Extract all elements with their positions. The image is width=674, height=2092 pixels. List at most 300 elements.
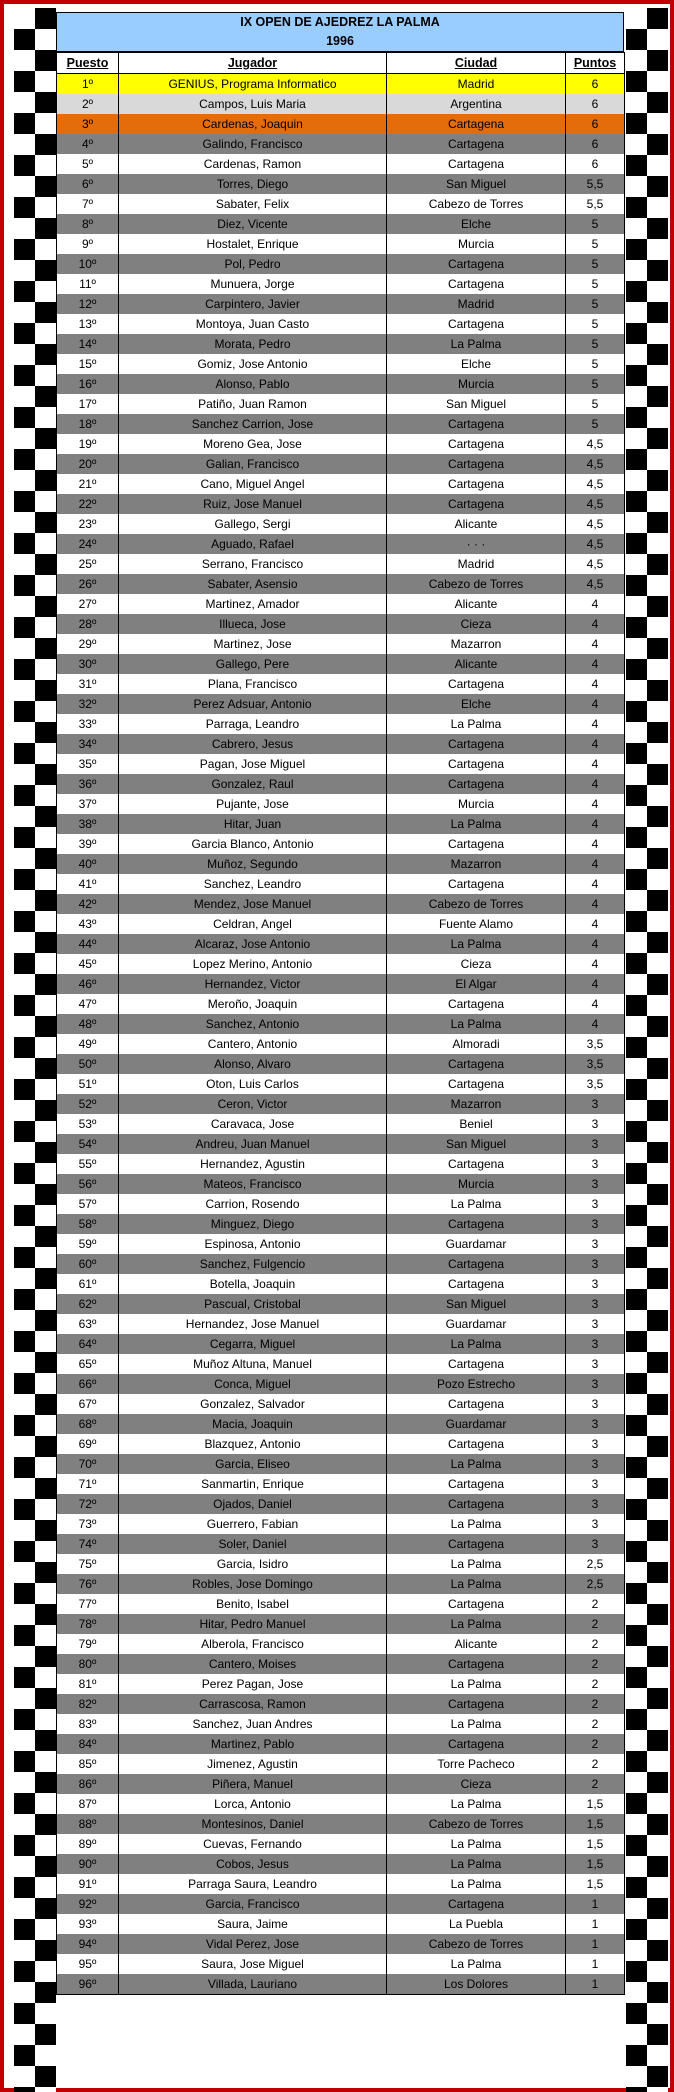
cell-puntos: 4 bbox=[566, 834, 625, 854]
cell-ciudad: Torre Pacheco bbox=[387, 1754, 566, 1774]
cell-jugador: Gonzalez, Salvador bbox=[119, 1394, 387, 1414]
table-row bbox=[57, 1874, 625, 1894]
cell-jugador: Garcia, Francisco bbox=[119, 1894, 387, 1914]
table-row bbox=[57, 154, 625, 174]
table-row bbox=[57, 534, 625, 554]
cell-puesto: 93º bbox=[57, 1914, 119, 1934]
cell-puesto: 17º bbox=[57, 394, 119, 414]
cell-ciudad: Cieza bbox=[387, 954, 566, 974]
cell-puntos: 1,5 bbox=[566, 1834, 625, 1854]
cell-ciudad: Murcia bbox=[387, 374, 566, 394]
cell-ciudad: Cabezo de Torres bbox=[387, 1814, 566, 1834]
cell-jugador: Galian, Francisco bbox=[119, 454, 387, 474]
cell-jugador: Villada, Lauriano bbox=[119, 1974, 387, 1995]
table-row bbox=[57, 1094, 625, 1114]
cell-puesto: 26º bbox=[57, 574, 119, 594]
table-row bbox=[57, 334, 625, 354]
cell-puntos: 5 bbox=[566, 234, 625, 254]
cell-jugador: Hernandez, Jose Manuel bbox=[119, 1314, 387, 1334]
cell-puntos: 3,5 bbox=[566, 1054, 625, 1074]
cell-puesto: 76º bbox=[57, 1574, 119, 1594]
col-header-puesto: Puesto bbox=[57, 53, 119, 74]
cell-puntos: 3 bbox=[566, 1154, 625, 1174]
table-row bbox=[57, 854, 625, 874]
cell-puntos: 3 bbox=[566, 1254, 625, 1274]
cell-jugador: Mateos, Francisco bbox=[119, 1174, 387, 1194]
cell-puesto: 11º bbox=[57, 274, 119, 294]
cell-jugador: Moreno Gea, Jose bbox=[119, 434, 387, 454]
cell-jugador: Illueca, Jose bbox=[119, 614, 387, 634]
table-row bbox=[57, 194, 625, 214]
cell-jugador: Mendez, Jose Manuel bbox=[119, 894, 387, 914]
cell-puntos: 4 bbox=[566, 714, 625, 734]
cell-puesto: 96º bbox=[57, 1974, 119, 1995]
cell-puntos: 5 bbox=[566, 254, 625, 274]
table-row bbox=[57, 1074, 625, 1094]
cell-puntos: 4 bbox=[566, 634, 625, 654]
cell-puesto: 14º bbox=[57, 334, 119, 354]
cell-puesto: 94º bbox=[57, 1934, 119, 1954]
cell-puesto: 65º bbox=[57, 1354, 119, 1374]
cell-jugador: Pagan, Jose Miguel bbox=[119, 754, 387, 774]
cell-puesto: 59º bbox=[57, 1234, 119, 1254]
col-header-jugador: Jugador bbox=[119, 53, 387, 74]
cell-ciudad: Guardamar bbox=[387, 1234, 566, 1254]
cell-jugador: Alcaraz, Jose Antonio bbox=[119, 934, 387, 954]
cell-puesto: 31º bbox=[57, 674, 119, 694]
cell-jugador: Pol, Pedro bbox=[119, 254, 387, 274]
cell-ciudad: La Palma bbox=[387, 1794, 566, 1814]
cell-jugador: Sabater, Asensio bbox=[119, 574, 387, 594]
cell-puesto: 89º bbox=[57, 1834, 119, 1854]
cell-puntos: 3 bbox=[566, 1114, 625, 1134]
table-row bbox=[57, 1794, 625, 1814]
cell-puntos: 1,5 bbox=[566, 1814, 625, 1834]
cell-puntos: 1,5 bbox=[566, 1794, 625, 1814]
table-row bbox=[57, 234, 625, 254]
cell-puntos: 4 bbox=[566, 734, 625, 754]
cell-ciudad: Cartagena bbox=[387, 154, 566, 174]
cell-puesto: 70º bbox=[57, 1454, 119, 1474]
table-row bbox=[57, 1954, 625, 1974]
cell-jugador: Cobos, Jesus bbox=[119, 1854, 387, 1874]
cell-jugador: Morata, Pedro bbox=[119, 334, 387, 354]
cell-jugador: Aguado, Rafael bbox=[119, 534, 387, 554]
cell-ciudad: Cartagena bbox=[387, 1534, 566, 1554]
cell-ciudad: Murcia bbox=[387, 1174, 566, 1194]
chessboard-border-right bbox=[626, 8, 668, 2092]
cell-ciudad: Cartagena bbox=[387, 434, 566, 454]
cell-ciudad: Almoradi bbox=[387, 1034, 566, 1054]
cell-jugador: Benito, Isabel bbox=[119, 1594, 387, 1614]
cell-jugador: Blazquez, Antonio bbox=[119, 1434, 387, 1454]
cell-puesto: 37º bbox=[57, 794, 119, 814]
table-row bbox=[57, 974, 625, 994]
table-row bbox=[57, 794, 625, 814]
table-row bbox=[57, 654, 625, 674]
cell-jugador: Gomiz, Jose Antonio bbox=[119, 354, 387, 374]
table-row bbox=[57, 74, 625, 95]
cell-jugador: Botella, Joaquin bbox=[119, 1274, 387, 1294]
cell-ciudad: Argentina bbox=[387, 94, 566, 114]
table-row bbox=[57, 1534, 625, 1554]
cell-puntos: 3 bbox=[566, 1394, 625, 1414]
cell-puntos: 4,5 bbox=[566, 494, 625, 514]
cell-ciudad: La Palma bbox=[387, 1014, 566, 1034]
cell-ciudad: Madrid bbox=[387, 74, 566, 95]
cell-ciudad: Cartagena bbox=[387, 254, 566, 274]
cell-puesto: 78º bbox=[57, 1614, 119, 1634]
table-row bbox=[57, 1854, 625, 1874]
cell-ciudad: Fuente Alamo bbox=[387, 914, 566, 934]
cell-puesto: 22º bbox=[57, 494, 119, 514]
cell-puesto: 63º bbox=[57, 1314, 119, 1334]
cell-puesto: 15º bbox=[57, 354, 119, 374]
cell-ciudad: Cartagena bbox=[387, 1254, 566, 1274]
cell-puesto: 42º bbox=[57, 894, 119, 914]
cell-jugador: Plana, Francisco bbox=[119, 674, 387, 694]
cell-puesto: 53º bbox=[57, 1114, 119, 1134]
table-row bbox=[57, 1594, 625, 1614]
cell-jugador: Montesinos, Daniel bbox=[119, 1814, 387, 1834]
cell-ciudad: La Palma bbox=[387, 1334, 566, 1354]
table-row bbox=[57, 894, 625, 914]
cell-puntos: 1,5 bbox=[566, 1874, 625, 1894]
table-row bbox=[57, 694, 625, 714]
cell-ciudad: Alicante bbox=[387, 654, 566, 674]
table-row bbox=[57, 1134, 625, 1154]
cell-puntos: 2,5 bbox=[566, 1574, 625, 1594]
table-row bbox=[57, 1734, 625, 1754]
cell-puntos: 4 bbox=[566, 1014, 625, 1034]
cell-jugador: Hostalet, Enrique bbox=[119, 234, 387, 254]
tournament-year: 1996 bbox=[326, 34, 354, 48]
table-row bbox=[57, 774, 625, 794]
cell-puesto: 90º bbox=[57, 1854, 119, 1874]
cell-ciudad: San Miguel bbox=[387, 174, 566, 194]
table-row bbox=[57, 1014, 625, 1034]
cell-jugador: Guerrero, Fabian bbox=[119, 1514, 387, 1534]
table-row bbox=[57, 1754, 625, 1774]
table-row bbox=[57, 814, 625, 834]
cell-puesto: 67º bbox=[57, 1394, 119, 1414]
cell-ciudad: Cartagena bbox=[387, 314, 566, 334]
cell-puntos: 3 bbox=[566, 1494, 625, 1514]
cell-ciudad: Cartagena bbox=[387, 1894, 566, 1914]
cell-jugador: Ruiz, Jose Manuel bbox=[119, 494, 387, 514]
cell-puntos: 2 bbox=[566, 1594, 625, 1614]
table-row bbox=[57, 1834, 625, 1854]
cell-puesto: 49º bbox=[57, 1034, 119, 1054]
table-row bbox=[57, 414, 625, 434]
cell-puntos: 3 bbox=[566, 1414, 625, 1434]
cell-puntos: 3 bbox=[566, 1174, 625, 1194]
cell-puntos: 2 bbox=[566, 1654, 625, 1674]
cell-puesto: 41º bbox=[57, 874, 119, 894]
col-header-ciudad: Ciudad bbox=[387, 53, 566, 74]
cell-puntos: 5 bbox=[566, 374, 625, 394]
cell-puntos: 4,5 bbox=[566, 514, 625, 534]
cell-puntos: 4 bbox=[566, 994, 625, 1014]
cell-puntos: 4 bbox=[566, 874, 625, 894]
cell-ciudad: La Palma bbox=[387, 334, 566, 354]
cell-puesto: 56º bbox=[57, 1174, 119, 1194]
cell-jugador: Parraga Saura, Leandro bbox=[119, 1874, 387, 1894]
cell-jugador: Campos, Luis Maria bbox=[119, 94, 387, 114]
cell-puesto: 20º bbox=[57, 454, 119, 474]
cell-puesto: 10º bbox=[57, 254, 119, 274]
cell-puesto: 61º bbox=[57, 1274, 119, 1294]
table-row bbox=[57, 914, 625, 934]
cell-puntos: 5 bbox=[566, 294, 625, 314]
table-row bbox=[57, 1614, 625, 1634]
table-row bbox=[57, 1914, 625, 1934]
table-row bbox=[57, 714, 625, 734]
col-header-puntos: Puntos bbox=[566, 53, 625, 74]
cell-ciudad: Cartagena bbox=[387, 774, 566, 794]
cell-puntos: 3 bbox=[566, 1454, 625, 1474]
cell-puesto: 3º bbox=[57, 114, 119, 134]
cell-jugador: Sanchez, Fulgencio bbox=[119, 1254, 387, 1274]
cell-puesto: 52º bbox=[57, 1094, 119, 1114]
cell-puntos: 4,5 bbox=[566, 574, 625, 594]
cell-puntos: 3 bbox=[566, 1294, 625, 1314]
table-row bbox=[57, 474, 625, 494]
cell-ciudad: Cabezo de Torres bbox=[387, 1934, 566, 1954]
cell-puesto: 87º bbox=[57, 1794, 119, 1814]
cell-puntos: 2 bbox=[566, 1774, 625, 1794]
cell-ciudad: Cartagena bbox=[387, 1154, 566, 1174]
results-sheet bbox=[56, 12, 624, 1995]
cell-puntos: 3 bbox=[566, 1434, 625, 1454]
cell-puesto: 29º bbox=[57, 634, 119, 654]
cell-ciudad: Cieza bbox=[387, 1774, 566, 1794]
cell-puntos: 4,5 bbox=[566, 474, 625, 494]
table-row bbox=[57, 1354, 625, 1374]
cell-puntos: 2 bbox=[566, 1674, 625, 1694]
cell-ciudad: Elche bbox=[387, 354, 566, 374]
cell-jugador: Diez, Vicente bbox=[119, 214, 387, 234]
cell-jugador: Andreu, Juan Manuel bbox=[119, 1134, 387, 1154]
cell-puntos: 3 bbox=[566, 1534, 625, 1554]
cell-puesto: 18º bbox=[57, 414, 119, 434]
cell-puntos: 4,5 bbox=[566, 434, 625, 454]
cell-puesto: 77º bbox=[57, 1594, 119, 1614]
cell-puesto: 85º bbox=[57, 1754, 119, 1774]
cell-ciudad: Elche bbox=[387, 694, 566, 714]
cell-ciudad: Cartagena bbox=[387, 1274, 566, 1294]
table-row bbox=[57, 1814, 625, 1834]
cell-puntos: 1 bbox=[566, 1914, 625, 1934]
cell-puesto: 21º bbox=[57, 474, 119, 494]
cell-puesto: 82º bbox=[57, 1694, 119, 1714]
cell-jugador: Hernandez, Victor bbox=[119, 974, 387, 994]
table-row bbox=[57, 634, 625, 654]
cell-puesto: 36º bbox=[57, 774, 119, 794]
cell-puesto: 7º bbox=[57, 194, 119, 214]
cell-puesto: 73º bbox=[57, 1514, 119, 1534]
table-row bbox=[57, 1494, 625, 1514]
cell-ciudad: La Palma bbox=[387, 714, 566, 734]
cell-puesto: 38º bbox=[57, 814, 119, 834]
table-row bbox=[57, 594, 625, 614]
cell-jugador: Oton, Luis Carlos bbox=[119, 1074, 387, 1094]
table-row bbox=[57, 1054, 625, 1074]
cell-puntos: 1 bbox=[566, 1894, 625, 1914]
cell-puesto: 6º bbox=[57, 174, 119, 194]
cell-ciudad: Cartagena bbox=[387, 1694, 566, 1714]
cell-jugador: Gallego, Sergi bbox=[119, 514, 387, 534]
cell-ciudad: La Palma bbox=[387, 1874, 566, 1894]
cell-puntos: 4 bbox=[566, 654, 625, 674]
cell-puesto: 12º bbox=[57, 294, 119, 314]
table-row bbox=[57, 1574, 625, 1594]
cell-jugador: Sanchez Carrion, Jose bbox=[119, 414, 387, 434]
cell-puntos: 1 bbox=[566, 1934, 625, 1954]
cell-puesto: 19º bbox=[57, 434, 119, 454]
table-row bbox=[57, 1934, 625, 1954]
cell-jugador: Jimenez, Agustin bbox=[119, 1754, 387, 1774]
table-row bbox=[57, 274, 625, 294]
cell-ciudad: Cartagena bbox=[387, 1214, 566, 1234]
cell-puesto: 35º bbox=[57, 754, 119, 774]
cell-puesto: 45º bbox=[57, 954, 119, 974]
cell-puntos: 4 bbox=[566, 914, 625, 934]
table-row bbox=[57, 394, 625, 414]
cell-jugador: Cantero, Moises bbox=[119, 1654, 387, 1674]
cell-puntos: 5 bbox=[566, 414, 625, 434]
table-row bbox=[57, 1154, 625, 1174]
cell-puntos: 3 bbox=[566, 1214, 625, 1234]
table-row bbox=[57, 934, 625, 954]
table-row bbox=[57, 1374, 625, 1394]
cell-puesto: 47º bbox=[57, 994, 119, 1014]
cell-puesto: 5º bbox=[57, 154, 119, 174]
cell-puesto: 1º bbox=[57, 74, 119, 95]
cell-puesto: 84º bbox=[57, 1734, 119, 1754]
cell-jugador: Vidal Perez, Jose bbox=[119, 1934, 387, 1954]
cell-ciudad: Cabezo de Torres bbox=[387, 194, 566, 214]
table-row bbox=[57, 1274, 625, 1294]
table-row bbox=[57, 494, 625, 514]
cell-ciudad: Cartagena bbox=[387, 1394, 566, 1414]
cell-puntos: 5 bbox=[566, 354, 625, 374]
cell-puntos: 4 bbox=[566, 674, 625, 694]
cell-puntos: 4 bbox=[566, 754, 625, 774]
table-row bbox=[57, 1414, 625, 1434]
cell-ciudad: Madrid bbox=[387, 554, 566, 574]
cell-puesto: 27º bbox=[57, 594, 119, 614]
table-row bbox=[57, 294, 625, 314]
cell-puntos: 3 bbox=[566, 1094, 625, 1114]
cell-jugador: Pujante, Jose bbox=[119, 794, 387, 814]
table-row bbox=[57, 1294, 625, 1314]
cell-ciudad: Cartagena bbox=[387, 454, 566, 474]
cell-jugador: Munuera, Jorge bbox=[119, 274, 387, 294]
standings-body bbox=[57, 74, 625, 1995]
cell-jugador: Carpintero, Javier bbox=[119, 294, 387, 314]
cell-puntos: 6 bbox=[566, 134, 625, 154]
standings-table bbox=[56, 52, 625, 1995]
table-row bbox=[57, 1174, 625, 1194]
cell-puesto: 30º bbox=[57, 654, 119, 674]
cell-ciudad: Cartagena bbox=[387, 1734, 566, 1754]
cell-ciudad: Cartagena bbox=[387, 874, 566, 894]
table-row bbox=[57, 1554, 625, 1574]
cell-puesto: 81º bbox=[57, 1674, 119, 1694]
cell-ciudad: Cartagena bbox=[387, 674, 566, 694]
table-row bbox=[57, 614, 625, 634]
cell-jugador: Garcia, Eliseo bbox=[119, 1454, 387, 1474]
table-row bbox=[57, 514, 625, 534]
cell-jugador: Caravaca, Jose bbox=[119, 1114, 387, 1134]
cell-puntos: 6 bbox=[566, 114, 625, 134]
cell-ciudad: Los Dolores bbox=[387, 1974, 566, 1995]
cell-puntos: 3 bbox=[566, 1274, 625, 1294]
cell-puesto: 64º bbox=[57, 1334, 119, 1354]
cell-puntos: 5 bbox=[566, 394, 625, 414]
cell-jugador: Gallego, Pere bbox=[119, 654, 387, 674]
cell-puesto: 48º bbox=[57, 1014, 119, 1034]
cell-jugador: Minguez, Diego bbox=[119, 1214, 387, 1234]
cell-puntos: 2 bbox=[566, 1614, 625, 1634]
table-row bbox=[57, 1674, 625, 1694]
table-row bbox=[57, 754, 625, 774]
cell-puntos: 3 bbox=[566, 1514, 625, 1534]
cell-puntos: 6 bbox=[566, 74, 625, 95]
cell-puntos: 4 bbox=[566, 894, 625, 914]
table-row bbox=[57, 94, 625, 114]
table-row bbox=[57, 1474, 625, 1494]
header-row bbox=[57, 53, 625, 74]
cell-jugador: Serrano, Francisco bbox=[119, 554, 387, 574]
cell-puntos: 5 bbox=[566, 334, 625, 354]
cell-ciudad: Alicante bbox=[387, 514, 566, 534]
cell-ciudad: La Puebla bbox=[387, 1914, 566, 1934]
cell-jugador: Perez Pagan, Jose bbox=[119, 1674, 387, 1694]
cell-jugador: Muñoz Altuna, Manuel bbox=[119, 1354, 387, 1374]
cell-jugador: Sabater, Felix bbox=[119, 194, 387, 214]
tournament-title: IX OPEN DE AJEDREZ LA PALMA bbox=[240, 15, 440, 29]
cell-jugador: Lopez Merino, Antonio bbox=[119, 954, 387, 974]
cell-puesto: 62º bbox=[57, 1294, 119, 1314]
cell-jugador: GENIUS, Programa Informatico bbox=[119, 74, 387, 95]
cell-jugador: Celdran, Angel bbox=[119, 914, 387, 934]
cell-puesto: 25º bbox=[57, 554, 119, 574]
table-row bbox=[57, 454, 625, 474]
cell-jugador: Torres, Diego bbox=[119, 174, 387, 194]
cell-jugador: Perez Adsuar, Antonio bbox=[119, 694, 387, 714]
cell-puntos: 3 bbox=[566, 1194, 625, 1214]
cell-puesto: 91º bbox=[57, 1874, 119, 1894]
cell-ciudad: Cartagena bbox=[387, 134, 566, 154]
cell-puntos: 6 bbox=[566, 94, 625, 114]
cell-ciudad: Murcia bbox=[387, 794, 566, 814]
cell-puntos: 4 bbox=[566, 974, 625, 994]
cell-puntos: 5 bbox=[566, 274, 625, 294]
cell-jugador: Muñoz, Segundo bbox=[119, 854, 387, 874]
cell-jugador: Carrascosa, Ramon bbox=[119, 1694, 387, 1714]
cell-puntos: 4 bbox=[566, 694, 625, 714]
cell-puesto: 69º bbox=[57, 1434, 119, 1454]
cell-ciudad: La Palma bbox=[387, 1834, 566, 1854]
cell-ciudad: La Palma bbox=[387, 1854, 566, 1874]
cell-puntos: 5,5 bbox=[566, 174, 625, 194]
cell-ciudad: Alicante bbox=[387, 1634, 566, 1654]
cell-puesto: 16º bbox=[57, 374, 119, 394]
cell-puesto: 46º bbox=[57, 974, 119, 994]
cell-puesto: 8º bbox=[57, 214, 119, 234]
